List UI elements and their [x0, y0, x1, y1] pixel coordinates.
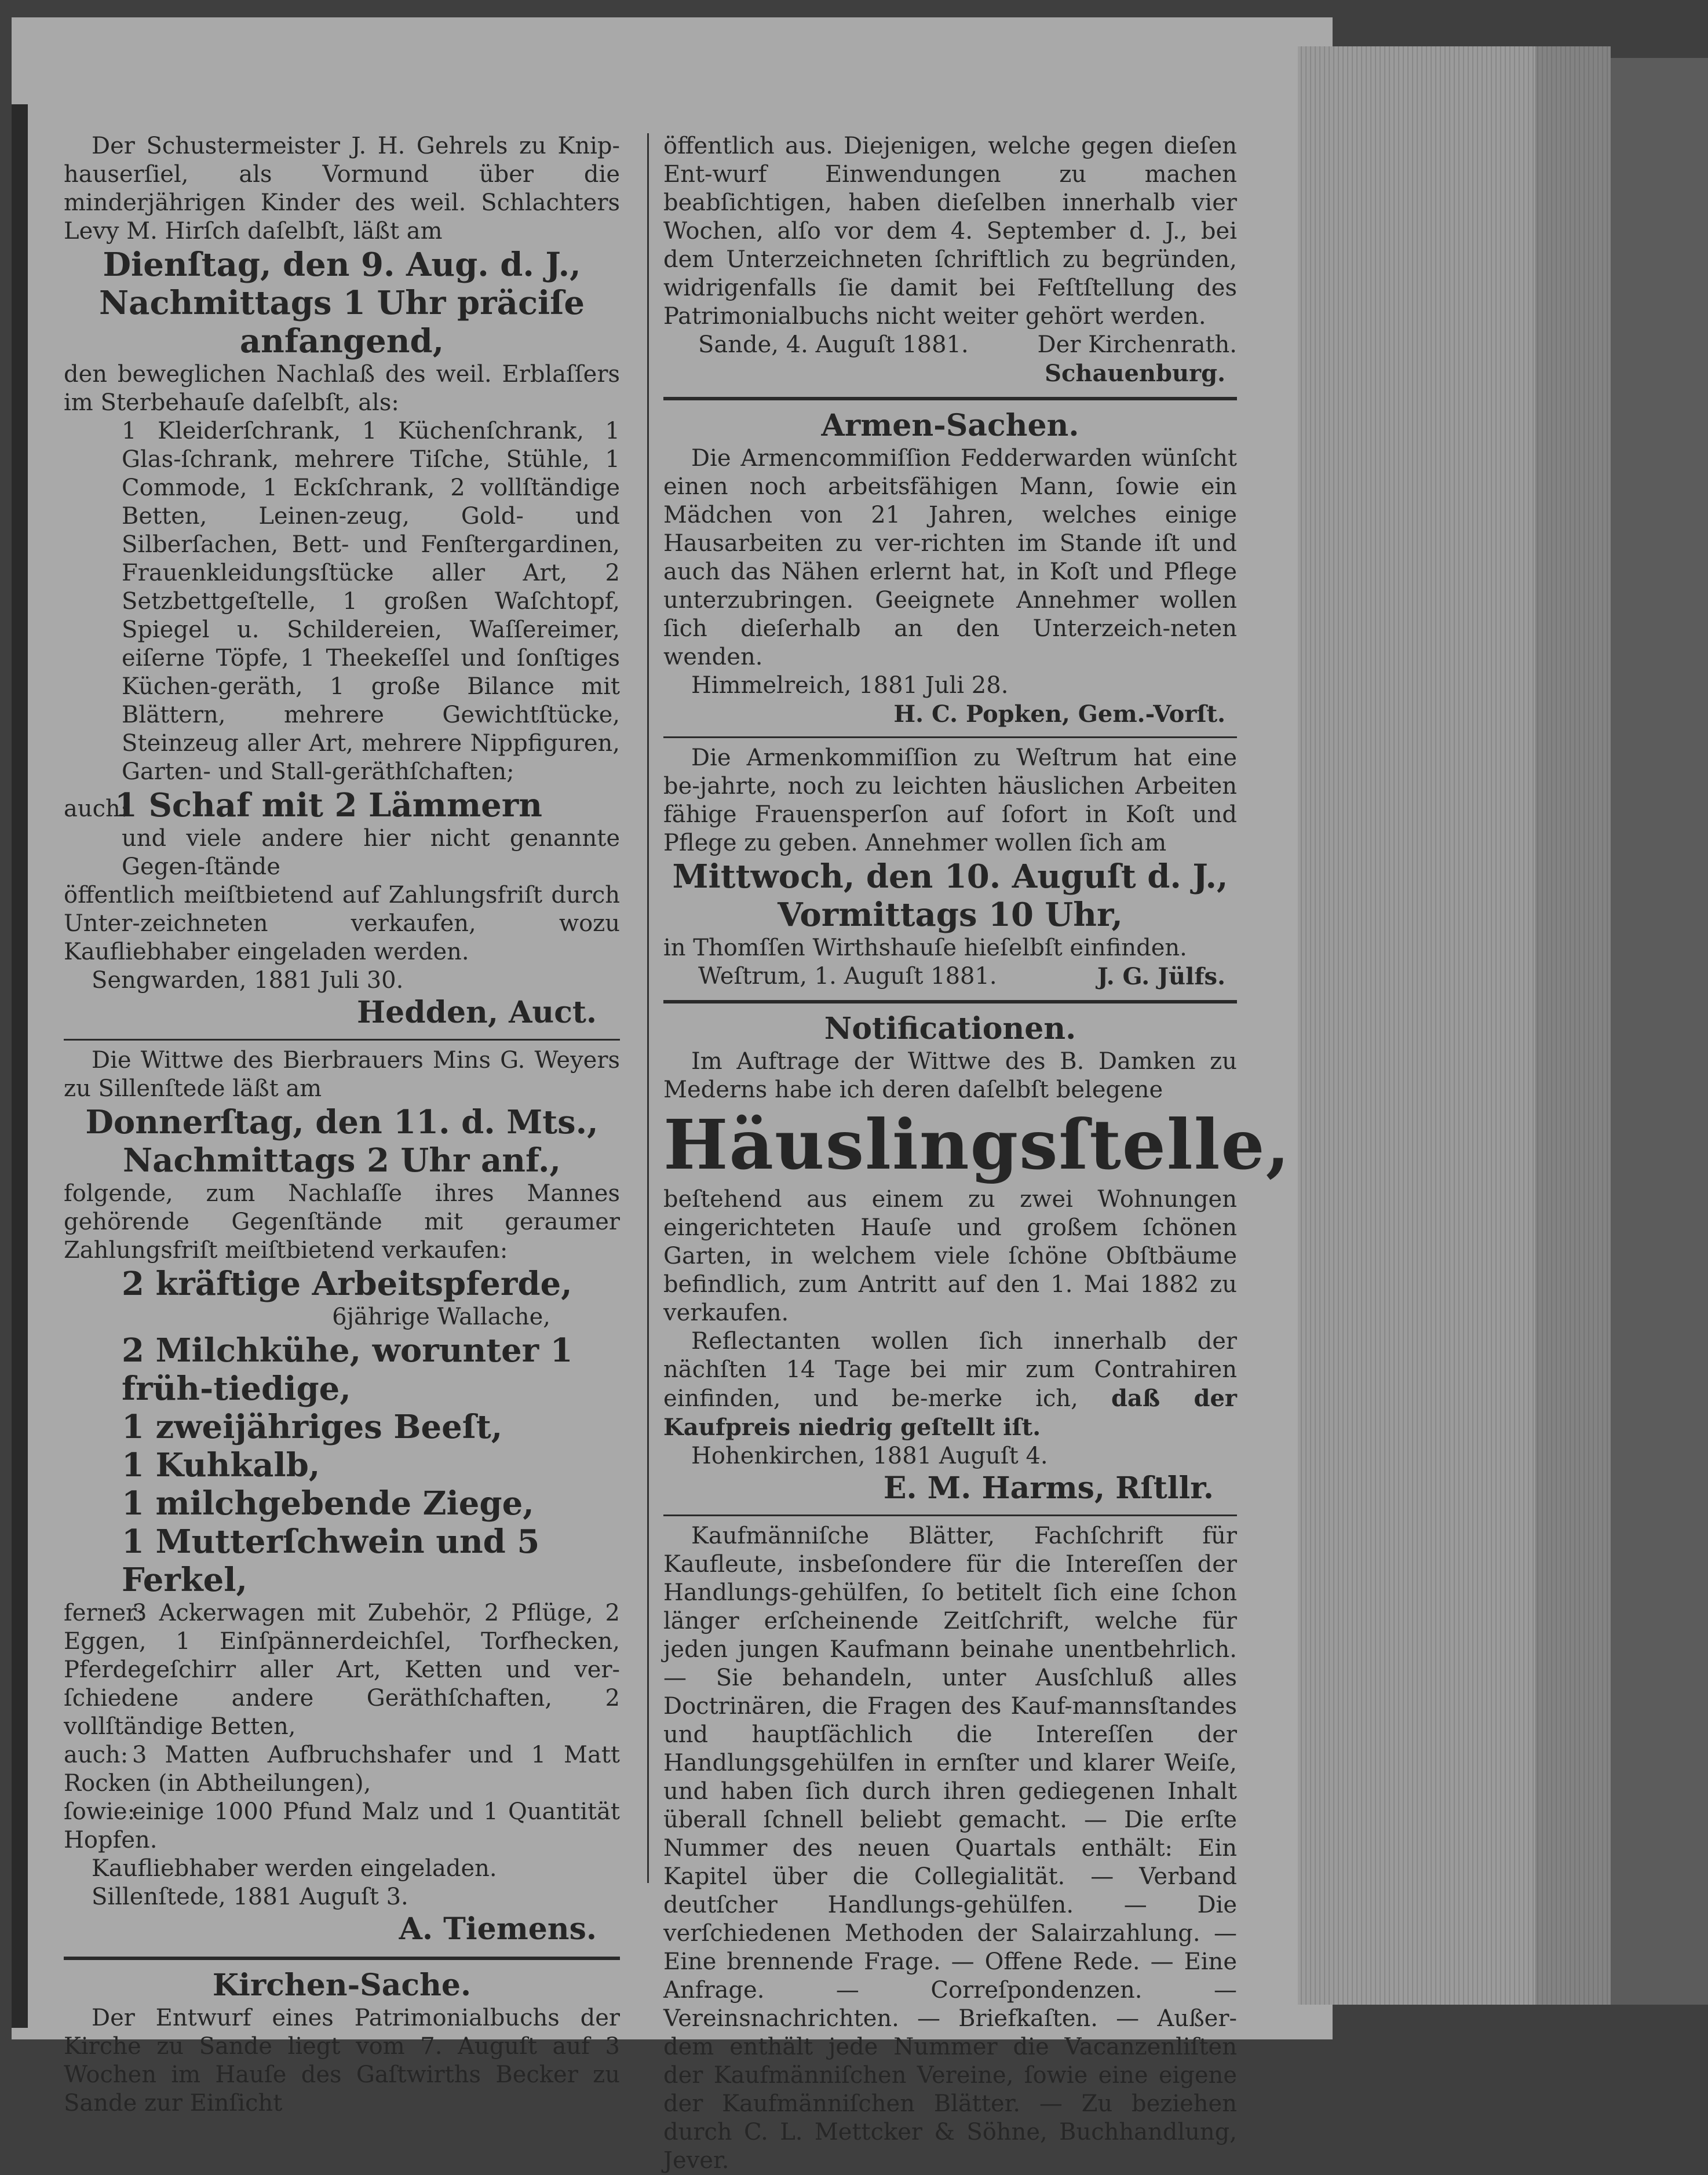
- item-2: 2 Milchkühe, worunter 1 früh-tiedige,: [122, 1331, 573, 1408]
- ad-footer: [663, 962, 1237, 991]
- ad-date: Donnerſtag, den 11. d. Mts.,: [85, 1103, 598, 1141]
- auch-label: auch:: [64, 1742, 129, 1768]
- ad-armen-westrum: [663, 744, 1237, 991]
- ad-close: öffentlich meiſtbietend auf Zahlungsfriſt durch Unter-zeichneten verkaufen, wozu Kaufliebhaber eingeladen werden.: [64, 882, 620, 965]
- ad-kaufmaennische-blaetter: [663, 1522, 1237, 2175]
- page-binding-shadow: [12, 104, 28, 2028]
- ad-time: Nachmittags 2 Uhr anf.,: [122, 1141, 561, 1180]
- ferner-label: ferner:: [64, 1600, 145, 1626]
- ferner-text: 3 Ackerwagen mit Zubehör, 2 Pflüge, 2 Eggen, 1 Einſpännerdeichſel, Torfhecken, Pferdegeſchirr aller Art, Ketten und ver-ſchiedene andere Geräthſchaften, 2 vollſtändige Betten,: [64, 1600, 620, 1740]
- ad-location: in Thomſſen Wirthshauſe hieſelbſt einfinden.: [663, 935, 1187, 961]
- ad-text-2: [663, 1327, 1237, 1442]
- ad-auction-gehrels: [64, 132, 620, 1031]
- item-4: 1 Kuhkalb,: [122, 1446, 320, 1484]
- left-column: [64, 132, 620, 2118]
- divider: [64, 1957, 620, 1960]
- ad-invite: Kaufliebhaber werden eingeladen.: [92, 1855, 497, 1882]
- ad-kirchen-sache: [64, 1967, 620, 2118]
- divider: [663, 397, 1237, 400]
- section-heading: Kirchen-Sache.: [212, 1968, 472, 2003]
- ad-place-date: Sengwarden, 1881 Juli 30.: [92, 967, 404, 994]
- auch-text: 3 Matten Aufbruchshafer und 1 Matt Rocken (in Abtheilungen),: [64, 1742, 620, 1797]
- ad-text: den beweglichen Nachlaß des weil. Erblaſſers im Sterbehauſe daſelbſt, als:: [64, 361, 620, 416]
- ad-date: Dienſtag, den 9. Aug. d. J.,: [103, 246, 581, 284]
- ad-signature: H. C. Popken, Gem.-Vorſt.: [893, 700, 1225, 728]
- ad-intro: Im Auftrage der Wittwe des B. Damken zu Mederns habe ich deren daſelbſt belegene: [663, 1048, 1237, 1103]
- ad-signature: J. G. Jülfs.: [1097, 963, 1225, 990]
- ad-auch-line: [64, 786, 620, 824]
- ad-signature: Schauenburg.: [1045, 360, 1225, 387]
- ad-kirchen-continued: [663, 132, 1237, 388]
- divider: [663, 736, 1237, 738]
- auch-line: [64, 1741, 620, 1798]
- ad-place-date: Weſtrum, 1. Auguſt 1881.: [698, 963, 997, 990]
- divider: [64, 1039, 620, 1041]
- ad-footer: [663, 331, 1237, 359]
- item-1: 2 kräftige Arbeitspferde,: [122, 1265, 572, 1303]
- ferner-line: [64, 1599, 620, 1741]
- ad-headline: Häuslingsſtelle,: [663, 1104, 1291, 1185]
- section-heading: Armen-Sachen.: [821, 408, 1079, 443]
- divider: [663, 1515, 1237, 1516]
- ad-text: öffentlich aus. Diejenigen, welche gegen dieſen Ent-wurf Einwendungen zu machen beabſichtigen, haben dieſelben innerhalb vier Wochen, alſo vor dem 4. September d. J., bei dem Unterzeichneten ſchriftlich zu begründen, widrigenfalls ſie damit bei Feſtſtellung des Patrimonialbuchs nicht weiter gehört werden.: [663, 133, 1237, 330]
- ad-signature: A. Tiemens.: [399, 1911, 597, 1947]
- ad-place-date: Hohenkirchen, 1881 Auguſt 4.: [691, 1443, 1048, 1469]
- item-6: 1 Mutterſchwein und 5 Ferkel,: [122, 1523, 540, 1599]
- book-page-edges-shadow: [1535, 46, 1611, 2005]
- ad-text: beſtehend aus einem zu zwei Wohnungen eingerichteten Hauſe und großem ſchönen Garten, in welchem viele ſchöne Obſtbäume befindlich, zum Antritt auf den 1. Mai 1882 zu verkaufen.: [663, 1186, 1237, 1326]
- ad-date: Mittwoch, den 10. Auguſt d. J.,: [672, 857, 1228, 896]
- right-column: [663, 132, 1291, 2175]
- sowie-text: einige 1000 Pfund Malz und 1 Quantität Hopfen.: [64, 1798, 620, 1853]
- ad-text-2-plain: Reflectanten wollen ſich innerhalb der nächſten 14 Tage bei mir zum Contrahiren einfinden, und be-merke ich,: [663, 1328, 1237, 1412]
- auch-label: auch:: [64, 795, 129, 822]
- ad-time: Vormittags 10 Uhr,: [778, 896, 1123, 934]
- ad-text: Kaufmänniſche Blätter, Fachſchrift für Kaufleute, insbeſondere für die Intereſſen der Handlungs-gehülfen, ſo betitelt ſich eine ſchon länger erſcheinende Zeitſchrift, welche für jeden jungen Kaufmann beinahe unentbehrlich. — Sie behandeln, unter Ausſchluß alles Doctrinären, die Fragen des Kauf-mannsſtandes und hauptſächlich die Intereſſen der Handlungsgehülfen in ernſter und klarer Weiſe, und haben ſich durch ihren gediegenen Inhalt überall ſchnell beliebt gemacht. — Die erſte Nummer des neuen Quartals enthält: Ein Kapitel über die Collegialität. — Verband deutſcher Handlungs-gehülfen. — Die verſchiedenen Methoden der Salairzahlung. — Eine brennende Frage. — Offene Rede. — Eine Anfrage. — Correſpondenzen. — Vereinsnachrichten. — Briefkaſten. — Außer-dem enthält jede Nummer die Vacanzenliſten der Kaufmänniſchen Vereine, ſowie eine eigene der Kaufmänniſchen Blätter. — Zu beziehen durch C. L. Mettcker & Söhne, Buchhandlung, Jever.: [663, 1523, 1237, 2174]
- ad-signature: Hedden, Auct.: [357, 995, 597, 1030]
- section-heading: Notificationen.: [824, 1011, 1076, 1046]
- sowie-line: [64, 1798, 620, 1855]
- item-1-note: 6jährige Wallache,: [332, 1304, 550, 1330]
- ad-place-date: Sillenſtede, 1881 Auguſt 3.: [92, 1884, 408, 1910]
- divider: [663, 1000, 1237, 1003]
- auch-big: 1 Schaf mit 2 Lämmern: [115, 786, 542, 824]
- item-3: 1 zweijähriges Beeſt,: [122, 1408, 503, 1446]
- ad-time: Nachmittags 1 Uhr präciſe anfangend,: [98, 284, 585, 360]
- ad-place-date: Sande, 4. Auguſt 1881.: [698, 331, 969, 358]
- ad-intro: Der Schustermeister J. H. Gehrels zu Knip-hauserſiel, als Vormund über die minderjährigen Kinder des weil. Schlachters Levy M. Hirſch daſelbſt, läßt am: [64, 133, 620, 244]
- ad-text: Die Armencommiſſion Fedderwarden wünſcht einen noch arbeitsfähigen Mann, ſowie ein Mädchen von 21 Jahren, welches einige Hausarbeiten zu ver-richten im Stande iſt und auch das Nähen erlernt hat, in Koſt und Pflege unterzubringen. Geeignete Annehmer wollen ſich dieſerhalb an den Unterzeich-neten wenden.: [663, 445, 1237, 670]
- ad-items: 1 Kleiderſchrank, 1 Küchenſchrank, 1 Glas-ſchrank, mehrere Tiſche, Stühle, 1 Commode, 1 Eckſchrank, 2 vollſtändige Betten, Leinen-zeug, Gold- und Silberſachen, Bett- und Fenſtergardinen, Frauenkleidungsſtücke aller Art, 2 Setzbettgeſtelle, 1 großen Waſchtopf, Spiegel u. Schildereien, Waſſereimer, eiſerne Töpfe, 1 Theekeſſel und ſonſtiges Küchen-geräth, 1 große Bilance mit Blättern, mehrere Gewichtſtücke, Steinzeug aller Art, mehrere Nippfiguren, Garten- und Stall-geräthſchaften;: [122, 418, 620, 785]
- ad-org: Der Kirchenrath.: [1037, 331, 1237, 358]
- sowie-label: ſowie:: [64, 1798, 136, 1825]
- ad-auch-rest: und viele andere hier nicht genannte Gegen-ſtände: [122, 825, 620, 880]
- ad-place-date: Himmelreich, 1881 Juli 28.: [691, 672, 1009, 699]
- column-divider: [647, 133, 649, 1883]
- newspaper-page: [12, 17, 1333, 2174]
- ad-text-2-bold: daß der Kaufpreis niedrig geſtellt iſt.: [663, 1385, 1238, 1441]
- ad-text: Der Entwurf eines Patrimonialbuchs der Kirche zu Sande liegt vom 7. Auguſt auf 3 Wochen im Hauſe des Gaſtwirths Becker zu Sande zur Einſicht: [64, 2005, 620, 2116]
- item-5: 1 milchgebende Ziege,: [122, 1484, 534, 1523]
- ad-signature: E. M. Harms, Rſtllr.: [883, 1470, 1214, 1506]
- ad-auction-weyers: [64, 1046, 620, 1947]
- ad-armen-fedderwarden: [663, 407, 1237, 728]
- ad-intro: Die Wittwe des Bierbrauers Mins G. Weyers zu Sillenſtede läßt am: [64, 1047, 620, 1102]
- book-cover: [1611, 58, 1708, 2005]
- ad-notification-haeuslingsstelle: [663, 1010, 1291, 1506]
- ad-text: folgende, zum Nachlaſſe ihres Mannes gehörende Gegenſtände mit geraumer Zahlungsfriſt meiſtbietend verkaufen:: [64, 1180, 620, 1264]
- ad-text: Die Armenkommiſſion zu Weſtrum hat eine be-jahrte, noch zu leichten häuslichen Arbeiten fähige Frauensperſon auf ſofort in Koſt und Pflege zu geben. Annehmer wollen ſich am: [663, 745, 1237, 856]
